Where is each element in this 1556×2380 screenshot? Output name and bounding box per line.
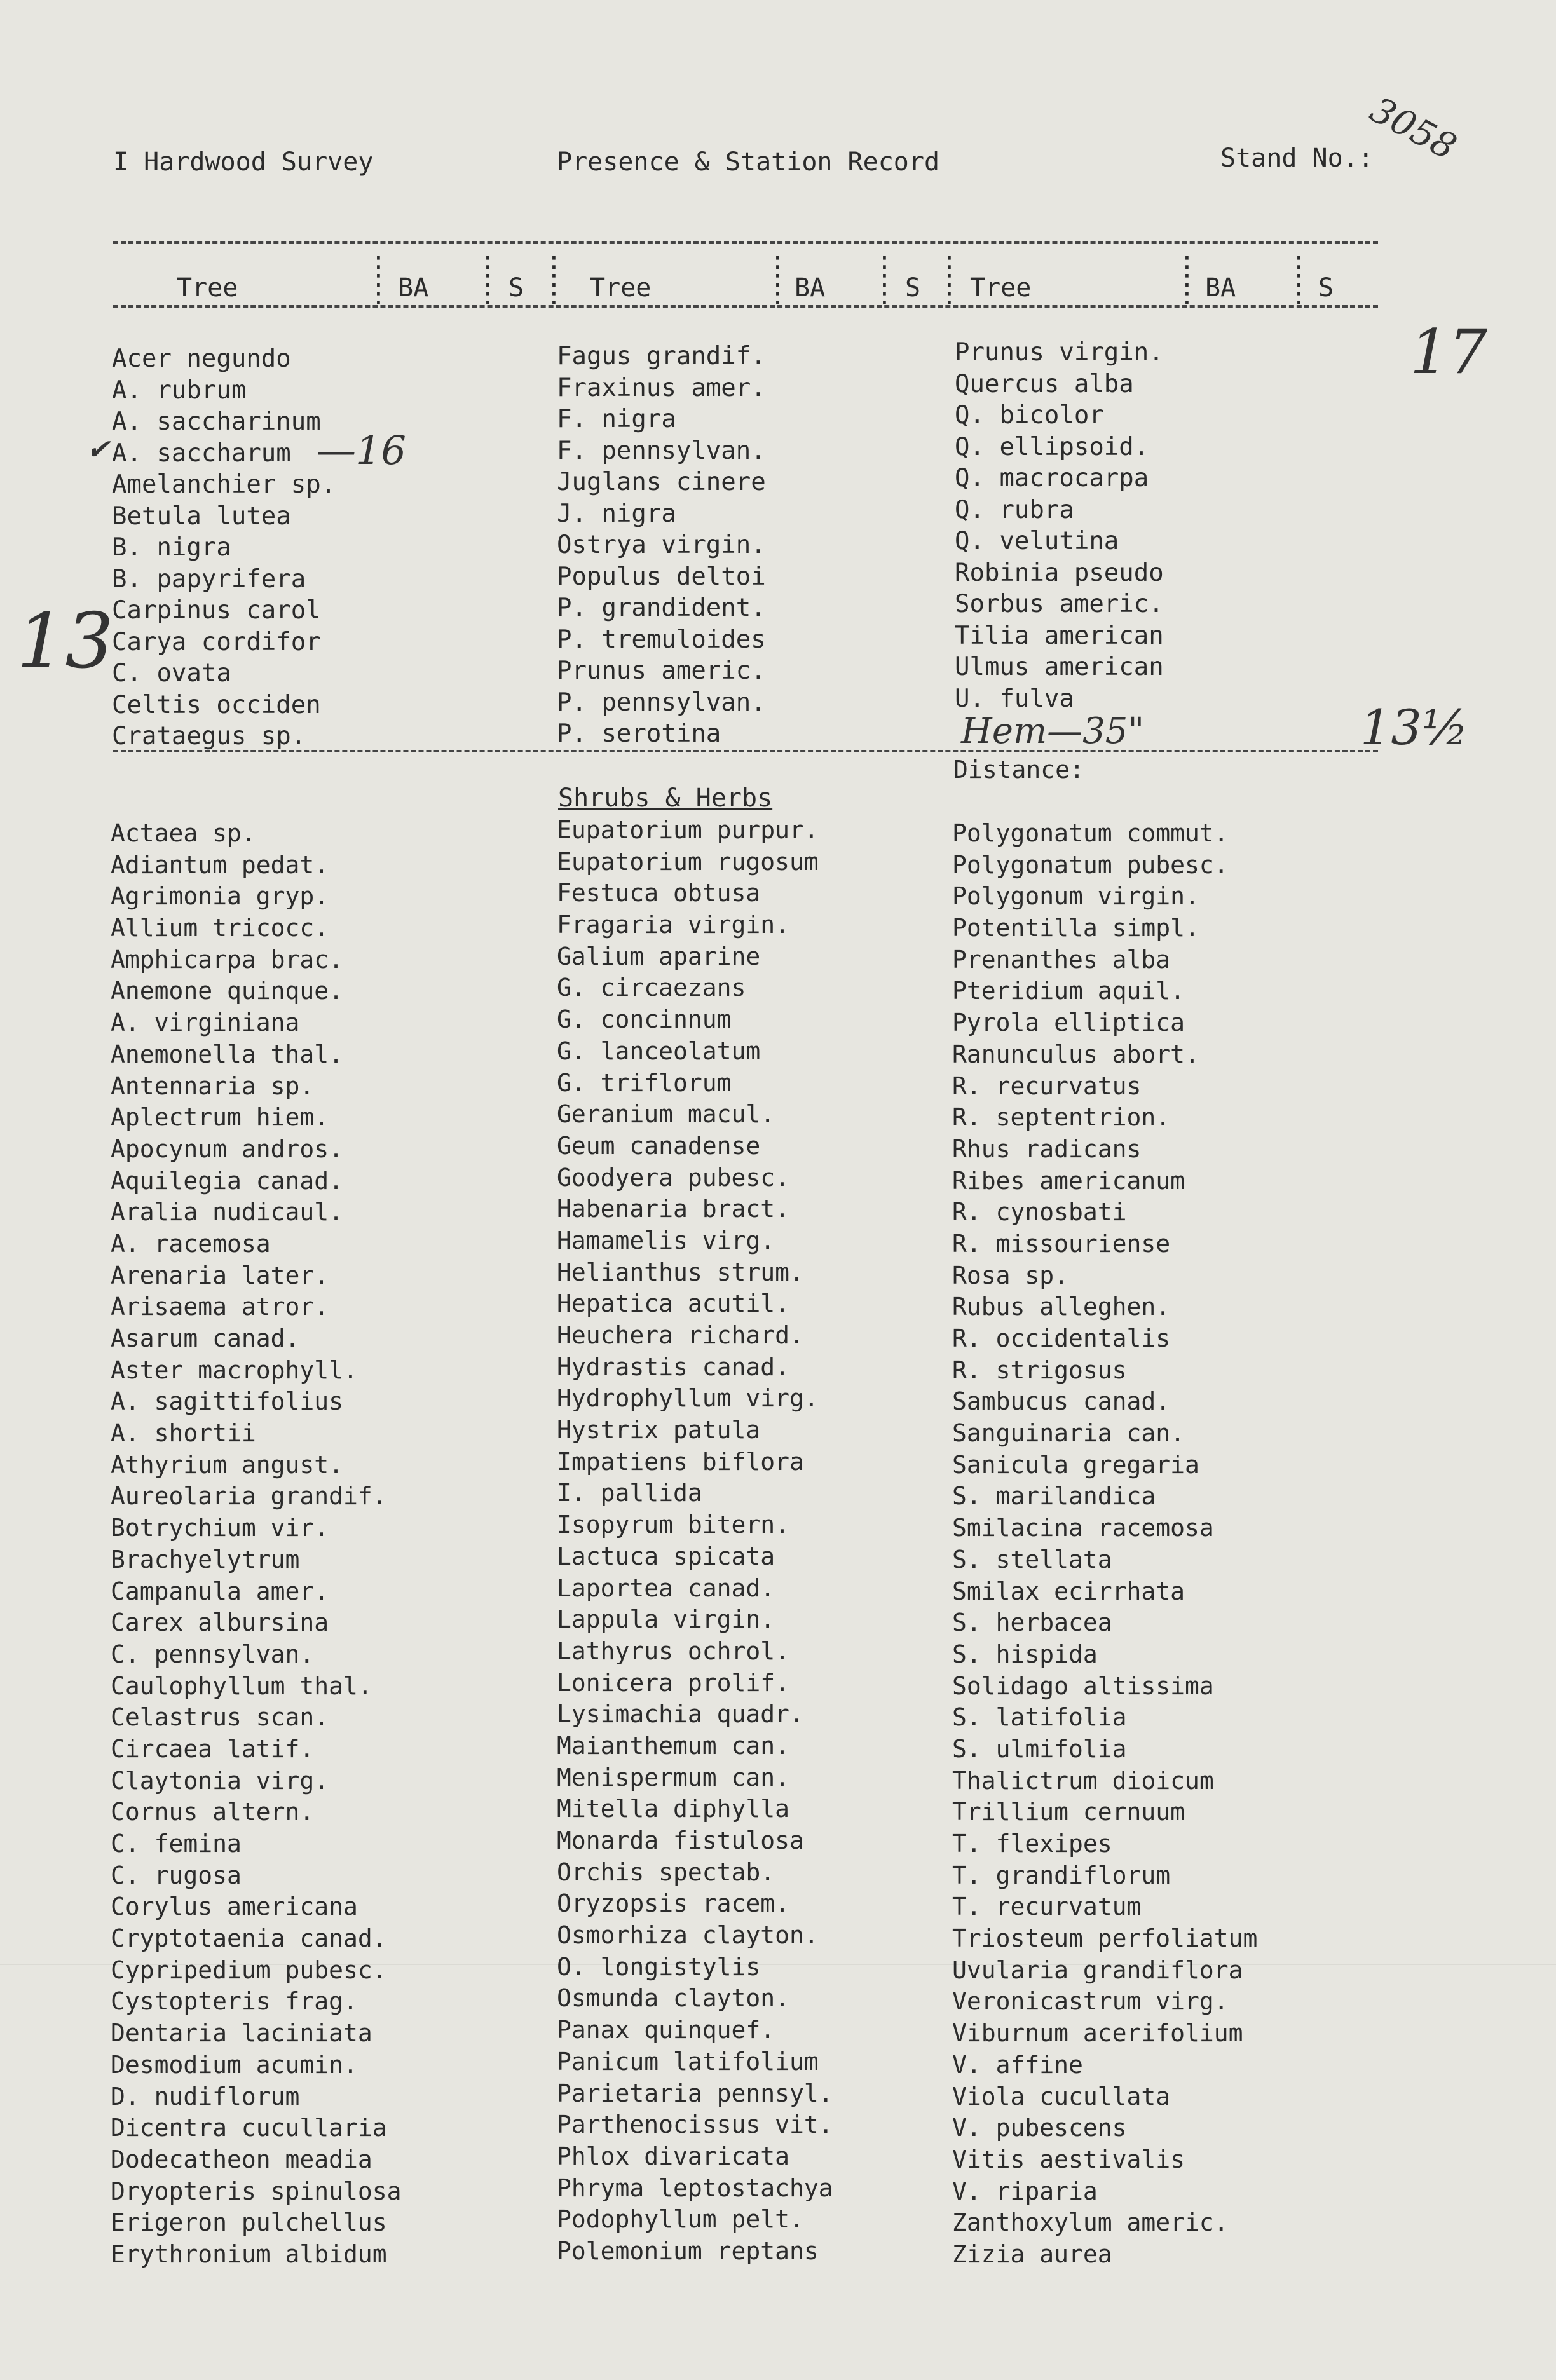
herb-entry: Osmunda clayton.	[557, 1984, 790, 2013]
col1-heading-s: S	[508, 273, 524, 303]
col2-heading-tree: Tree	[590, 273, 652, 303]
tree-entry: A. saccharinum	[112, 407, 321, 436]
herb-entry: A. virginiana	[111, 1009, 300, 1037]
tree-entry: A. rubrum	[112, 376, 247, 405]
tree-entry: Q. macrocarpa	[955, 464, 1149, 493]
form-title: I Hardwood Survey	[113, 147, 374, 177]
herb-entry: Geranium macul.	[557, 1100, 775, 1129]
herb-entry: Actaea sp.	[111, 819, 256, 847]
herb-entry: Monarda fistulosa	[557, 1826, 804, 1854]
herb-entry: Eupatorium purpur.	[557, 816, 819, 844]
herb-entry: Vitis aestivalis	[952, 2145, 1185, 2173]
herb-entry: Thalictrum dioicum	[952, 1766, 1214, 1795]
herb-entry: Sambucus canad.	[952, 1387, 1171, 1416]
herb-column-3	[952, 818, 1257, 2271]
tree-entry: Fraxinus amer.	[557, 373, 766, 402]
tree-entry: A. saccharum	[112, 439, 291, 468]
herb-entry: Smilacina racemosa	[952, 1514, 1214, 1542]
herb-entry: S. herbacea	[952, 1608, 1112, 1637]
col1-heading-tree: Tree	[177, 273, 238, 303]
herb-entry: Parietaria pennsyl.	[557, 2079, 833, 2107]
tree-entry: Prunus americ.	[557, 656, 766, 685]
herb-entry: Lysimachia quadr.	[557, 1700, 804, 1729]
herb-entry: Phlox divaricata	[557, 2142, 790, 2170]
stand-number-label: Stand No.:	[1220, 144, 1374, 173]
herb-entry: Impatiens biflora	[557, 1447, 804, 1476]
herb-entry: Corylus americana	[111, 1893, 358, 1921]
tree-entry: Populus deltoi	[557, 562, 766, 591]
herb-entry: I. pallida	[557, 1479, 702, 1507]
tree-entry: Acer negundo	[112, 344, 291, 373]
handwritten-saccharum-value: —16	[317, 427, 406, 473]
tree-column-2	[557, 341, 766, 750]
herb-entry: Sanguinaria can.	[952, 1419, 1185, 1448]
herb-column-1	[111, 818, 402, 2271]
tree-entry: Q. ellipsoid.	[955, 432, 1149, 461]
herb-entry: Pyrola elliptica	[952, 1009, 1185, 1037]
herb-entry: Lonicera prolif.	[557, 1668, 790, 1697]
herb-entry: Antennaria sp.	[111, 1071, 315, 1100]
tree-entry: Amelanchier sp.	[112, 470, 336, 499]
herb-entry: G. circaezans	[557, 974, 746, 1002]
herb-entry: Ribes americanum	[952, 1166, 1185, 1195]
herb-entry: Potentilla simpl.	[952, 914, 1199, 942]
herb-entry: Carex albursina	[111, 1608, 329, 1637]
tree-entry: Tilia american	[955, 621, 1164, 650]
herb-entry: Campanula amer.	[111, 1577, 329, 1605]
tree-entry: B. papyrifera	[112, 564, 306, 594]
herb-entry: Arenaria later.	[111, 1261, 329, 1289]
herb-entry: Cornus altern.	[111, 1798, 315, 1826]
herb-entry: S. latifolia	[952, 1703, 1127, 1732]
herb-entry: S. stellata	[952, 1545, 1112, 1574]
herb-entry: Arisaema atror.	[111, 1293, 329, 1321]
herb-entry: S. marilandica	[952, 1482, 1156, 1511]
herb-entry: R. septentrion.	[952, 1103, 1171, 1132]
herb-entry: A. sagittifolius	[111, 1387, 344, 1416]
herb-entry: Dentaria laciniata	[111, 2019, 372, 2048]
herb-entry: Zizia aurea	[952, 2240, 1112, 2268]
tree-entry: Ostrya virgin.	[557, 531, 766, 559]
shrubs-herbs-heading: Shrubs & Herbs	[558, 784, 773, 813]
tree-entry: F. nigra	[557, 405, 676, 433]
herb-entry: Helianthus strum.	[557, 1258, 804, 1286]
column-divider: : : :	[547, 247, 561, 310]
herb-entry: Polygonum virgin.	[952, 882, 1199, 911]
herb-entry: Dodecatheon meadia	[111, 2145, 372, 2173]
herb-entry: Hydrastis canad.	[557, 1352, 790, 1381]
col3-heading-ba: BA	[1205, 273, 1236, 303]
column-divider: : : :	[481, 247, 495, 310]
herb-entry: V. affine	[952, 2050, 1083, 2079]
herb-entry: Hystrix patula	[557, 1416, 761, 1445]
herb-entry: Polygonatum commut.	[952, 819, 1229, 847]
herb-entry: Heuchera richard.	[557, 1321, 804, 1349]
header-rule-top	[113, 241, 1378, 244]
tree-entry: Robinia pseudo	[955, 558, 1164, 587]
stand-number-handwritten: 3058	[1363, 89, 1463, 168]
herb-entry: Brachyelytrum	[111, 1545, 300, 1574]
herb-column-2	[557, 815, 833, 2268]
herb-entry: Asarum canad.	[111, 1324, 300, 1352]
tree-entry: Carpinus carol	[112, 596, 321, 625]
herb-entry: Athyrium angust.	[111, 1450, 344, 1479]
tree-column-3	[955, 337, 1164, 714]
herb-entry: Fragaria virgin.	[557, 911, 790, 939]
column-divider: : : :	[1180, 247, 1194, 310]
paper-fold-line	[0, 1964, 1556, 1965]
herb-entry: Viola cucullata	[952, 2082, 1171, 2111]
herb-entry: Solidago altissima	[952, 1671, 1214, 1700]
herb-entry: Uvularia grandiflora	[952, 1955, 1243, 1984]
column-divider: : : :	[371, 247, 386, 310]
handwritten-checkmark: ✔	[86, 433, 110, 466]
herb-entry: Cystopteris frag.	[111, 1987, 358, 2016]
tree-entry: Prunus virgin.	[955, 338, 1164, 367]
tree-entry: Q. velutina	[955, 527, 1119, 555]
herb-entry: Menispermum can.	[557, 1763, 790, 1792]
col3-heading-s: S	[1318, 273, 1334, 303]
herb-entry: Mitella diphylla	[557, 1795, 790, 1823]
herb-entry: C. femina	[111, 1830, 242, 1858]
herb-entry: Lactuca spicata	[557, 1542, 775, 1570]
herb-entry: C. rugosa	[111, 1861, 242, 1889]
tree-entry: Crataegus sp.	[112, 722, 306, 751]
tree-entry: Betula lutea	[112, 501, 291, 531]
herb-entry: R. missouriense	[952, 1229, 1171, 1258]
herb-entry: T. flexipes	[952, 1830, 1112, 1858]
herb-entry: R. occidentalis	[952, 1324, 1171, 1352]
tree-entry: U. fulva	[955, 684, 1074, 713]
herb-entry: Phryma leptostachya	[557, 2173, 833, 2202]
tree-entry: Q. rubra	[955, 495, 1074, 524]
tree-entry: Quercus alba	[955, 369, 1134, 398]
herb-entry: Aquilegia canad.	[111, 1166, 344, 1195]
herb-entry: C. pennsylvan.	[111, 1640, 315, 1668]
herb-entry: V. pubescens	[952, 2114, 1127, 2142]
herb-entry: Circaea latif.	[111, 1734, 315, 1763]
herb-entry: Parthenocissus vit.	[557, 2111, 833, 2139]
herb-entry: Aralia nudicaul.	[111, 1198, 344, 1227]
herb-entry: Rhus radicans	[952, 1134, 1142, 1163]
handwritten-count-left: 13	[17, 597, 114, 686]
col2-heading-s: S	[905, 273, 921, 303]
herb-entry: Smilax ecirrhata	[952, 1577, 1185, 1605]
herb-entry: Desmodium acumin.	[111, 2050, 358, 2079]
tree-entry: F. pennsylvan.	[557, 436, 766, 465]
herb-entry: D. nudiflorum	[111, 2082, 300, 2111]
herb-entry: Rubus alleghen.	[952, 1293, 1171, 1321]
herb-entry: Eupatorium rugosum	[557, 847, 819, 876]
herb-entry: Aster macrophyll.	[111, 1356, 358, 1384]
herb-entry: Lathyrus ochrol.	[557, 1636, 790, 1665]
herb-entry: Lappula virgin.	[557, 1605, 775, 1634]
herb-entry: Panax quinquef.	[557, 2016, 775, 2044]
herb-entry: Zanthoxylum americ.	[952, 2208, 1229, 2237]
herb-entry: R. strigosus	[952, 1356, 1127, 1384]
tree-entry: P. serotina	[557, 719, 721, 748]
herb-entry: Sanicula gregaria	[952, 1450, 1199, 1479]
herb-entry: Polemonium reptans	[557, 2236, 819, 2265]
herb-entry: Erigeron pulchellus	[111, 2208, 387, 2237]
col2-heading-ba: BA	[795, 273, 826, 303]
herb-entry: Botrychium vir.	[111, 1514, 329, 1542]
herb-entry: Goodyera pubesc.	[557, 1163, 790, 1192]
herb-entry: Cryptotaenia canad.	[111, 1924, 387, 1953]
herb-entry: Hydrophyllum virg.	[557, 1384, 819, 1413]
herb-entry: Prenanthes alba	[952, 945, 1171, 974]
herb-entry: Isopyrum bitern.	[557, 1511, 790, 1539]
herb-entry: Dryopteris spinulosa	[111, 2177, 402, 2205]
herb-entry: Oryzopsis racem.	[557, 1889, 790, 1918]
herb-entry: Adiantum pedat.	[111, 850, 329, 879]
herb-entry: Amphicarpa brac.	[111, 945, 344, 974]
herb-entry: Triosteum perfoliatum	[952, 1924, 1258, 1953]
herb-entry: R. recurvatus	[952, 1071, 1142, 1100]
herb-entry: V. riparia	[952, 2177, 1098, 2205]
herb-entry: S. ulmifolia	[952, 1734, 1127, 1763]
herb-entry: Laportea canad.	[557, 1574, 775, 1602]
tree-entry: Carya cordifor	[112, 627, 321, 656]
herb-entry: A. racemosa	[111, 1229, 271, 1258]
handwritten-count-top-right: 17	[1410, 316, 1488, 388]
herb-entry: Pteridium aquil.	[952, 977, 1185, 1005]
handwritten-count-bottom-right: 13½	[1360, 699, 1469, 756]
herb-entry: Panicum latifolium	[557, 2047, 819, 2076]
herb-entry: Hamamelis virg.	[557, 1226, 775, 1255]
herb-entry: Habenaria bract.	[557, 1195, 790, 1223]
tree-entry: C. ovata	[112, 659, 231, 688]
column-divider: : : :	[1292, 247, 1306, 310]
tree-entry: Fagus grandif.	[557, 342, 766, 371]
tree-entry: Sorbus americ.	[955, 590, 1164, 618]
herb-entry: Claytonia virg.	[111, 1766, 329, 1795]
herb-entry: Cypripedium pubesc.	[111, 1955, 387, 1984]
tree-entry: Ulmus american	[955, 653, 1164, 681]
column-divider: : : :	[942, 247, 957, 310]
form-subtitle: Presence & Station Record	[557, 147, 940, 177]
tree-entry: P. grandident.	[557, 594, 766, 622]
herb-entry: Polygonatum pubesc.	[952, 850, 1229, 879]
herb-entry: A. shortii	[111, 1419, 256, 1448]
herb-entry: Festuca obtusa	[557, 879, 761, 908]
herb-entry: G. triflorum	[557, 1068, 732, 1097]
herb-entry: Orchis spectab.	[557, 1858, 775, 1886]
herb-entry: Ranunculus abort.	[952, 1040, 1199, 1068]
herb-entry: T. grandiflorum	[952, 1861, 1171, 1889]
herb-entry: Osmorhiza clayton.	[557, 1921, 819, 1950]
tree-entry: P. tremuloides	[557, 625, 766, 654]
herb-entry: Maianthemum can.	[557, 1731, 790, 1760]
handwritten-ulmus-note: Hem—35"	[961, 711, 1145, 752]
col3-heading-tree: Tree	[970, 273, 1032, 303]
herb-entry: O. longistylis	[557, 1952, 761, 1981]
herb-entry: Geum canadense	[557, 1131, 761, 1160]
herb-entry: Dicentra cucullaria	[111, 2114, 387, 2142]
herb-entry: Podophyllum pelt.	[557, 2205, 804, 2234]
col1-heading-ba: BA	[398, 273, 429, 303]
herb-entry: G. lanceolatum	[557, 1037, 761, 1065]
herb-entry: Trillium cernuum	[952, 1798, 1185, 1826]
herb-entry: Caulophyllum thal.	[111, 1671, 372, 1700]
herb-entry: Viburnum acerifolium	[952, 2019, 1243, 2048]
herb-entry: Agrimonia gryp.	[111, 882, 329, 911]
herb-entry: Anemone quinque.	[111, 977, 344, 1005]
distance-label: Distance:	[953, 756, 1084, 784]
tree-entry: Celtis occiden	[112, 690, 321, 719]
tree-entry: P. pennsylvan.	[557, 688, 766, 717]
herb-entry: Aplectrum hiem.	[111, 1103, 329, 1132]
herb-entry: Apocynum andros.	[111, 1134, 344, 1163]
herb-entry: T. recurvatum	[952, 1893, 1142, 1921]
herb-entry: Veronicastrum virg.	[952, 1987, 1229, 2016]
tree-entry: Q. bicolor	[955, 401, 1104, 430]
tree-entry: Juglans cinere	[557, 468, 766, 496]
tree-section-rule	[113, 750, 1378, 752]
herb-entry: G. concinnum	[557, 1005, 732, 1034]
herb-entry: R. cynosbati	[952, 1198, 1127, 1227]
herb-entry: Galium aparine	[557, 942, 761, 970]
herb-entry: Anemonella thal.	[111, 1040, 344, 1068]
herb-entry: Allium tricocc.	[111, 914, 329, 942]
herb-entry: Aureolaria grandif.	[111, 1482, 387, 1511]
column-divider: : : :	[770, 247, 785, 310]
herb-entry: Celastrus scan.	[111, 1703, 329, 1732]
tree-column-1	[112, 343, 336, 752]
herb-entry: Rosa sp.	[952, 1261, 1069, 1289]
tree-entry: J. nigra	[557, 499, 676, 528]
herb-entry: Erythronium albidum	[111, 2240, 387, 2268]
column-divider: : : :	[877, 247, 892, 310]
herb-entry: Hepatica acutil.	[557, 1289, 790, 1318]
tree-entry: B. nigra	[112, 533, 231, 562]
herb-entry: S. hispida	[952, 1640, 1098, 1668]
